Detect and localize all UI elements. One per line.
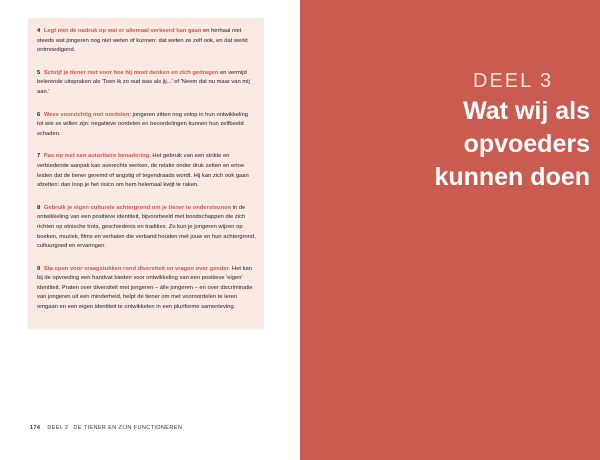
tip-item — [37, 204, 256, 252]
tip-heading: Sta open voor vraagstukken rond diversiteit en vragen over gender — [43, 265, 229, 272]
tip-body: : jongeren zitten nog volop in hun ontwikkeling tot wie ze willen zijn: negatieve oordelen en beoordelingen kunnen hun zelfbeeld schaden. — [37, 111, 249, 137]
tip-number: 8 — [37, 204, 41, 211]
tip-body: en herhaal niet steeds wat jongeren nog niet weten of kunnen: dat weten ze zelf ook, en dat werkt ontmoedigend. — [37, 28, 248, 54]
tip-number: 5 — [37, 69, 41, 76]
tip-number: 4 — [37, 28, 41, 34]
part-title-line: opvoeders — [463, 130, 590, 158]
tip-body: . Het kan bij de opvoeding een handvat bieden voor ontwikkeling van een positieve 'eigen' identiteit. Praten over diversiteit met jongeren – álle jongeren – en over discriminatie van jongeren uit een minderheid, helpt de tiener om met vooroordelen te leren omgaan en een eigen identiteit te ontwikkelen in een pluriforme samenleving. — [37, 265, 253, 311]
tip-item — [37, 27, 256, 56]
tip-body: . Het gebruik van een strikte en verbiedende aanpak kan averechts werken, de relatie onder druk zetten en ertoe leiden dat de tiener geremd of angstig of tegendraads wordt. Hij kan zich ook gaan afzetten: dan loop je het risico om hem helemaal kwijt te raken. — [37, 153, 249, 189]
page-footer — [30, 425, 182, 431]
footer-chapter: DE TIENER EN ZIJN FUNCTIONEREN — [73, 425, 183, 431]
part-title-line: kunnen doen — [434, 163, 590, 191]
tip-heading: Schrijf je tiener niet voor hoe hij moet denken en zich gedragen — [43, 69, 219, 76]
tip-number: 7 — [37, 153, 41, 160]
tip-item — [37, 111, 256, 140]
part-title — [410, 95, 590, 194]
part-label: DEEL 3 — [473, 70, 554, 92]
tips-box — [28, 18, 264, 329]
footer-section: DEEL 2 — [47, 425, 69, 431]
tip-item — [37, 69, 256, 98]
tip-number: 9 — [37, 265, 41, 272]
tip-body: en vermijd belerende uitspraken als 'Toen ik zo oud was als jij...' of 'Neem dat nu maar van mij aan.' — [37, 69, 250, 95]
tip-body: in de ontwikkeling van een positieve identiteit, bijvoorbeeld met boodschappen die zich richten op etnische trots, geschiedenis en tradities. Zo kun je jongeren wijzen op boeken, muziek, films en verhalen die verband houden met jouw en hun achtergrond, cultuurgoed en ervaringen. — [37, 204, 256, 250]
right-page — [300, 0, 600, 460]
tip-heading: Pas op met een autoritaire benadering — [43, 153, 150, 160]
tip-item — [37, 152, 256, 190]
tip-heading: Legt niet de nadruk op wat er allemaal verkeerd kan gaan — [43, 28, 202, 34]
part-title-line: Wat wij als — [463, 97, 590, 125]
tip-heading: Wees voorzichtig met oordelen — [43, 111, 130, 118]
tip-item — [37, 265, 256, 313]
tip-number: 6 — [37, 111, 41, 118]
page-number: 174 — [30, 425, 41, 431]
tip-heading: Gebruik je eigen culturele achtergrond om je tiener te ondersteunen — [43, 204, 232, 211]
